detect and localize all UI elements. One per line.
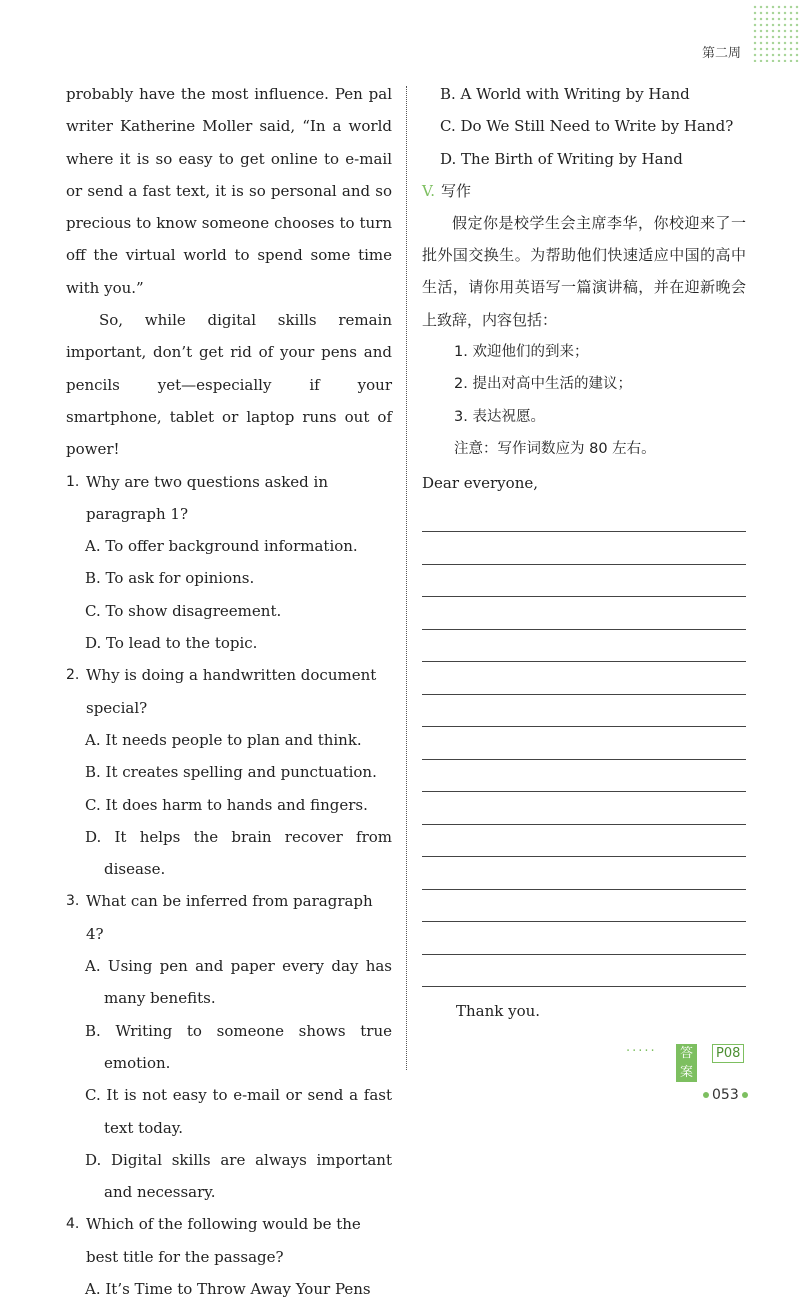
writing-line[interactable] [422,857,746,890]
answer-option: A. It needs people to plan and think. [85,730,362,749]
question-text: What can be inferred from paragraph 4? [86,892,373,943]
page-number-text: 053 [712,1087,739,1103]
question-text: Why are two questions asked in paragraph 1? [86,472,328,523]
question-stem [66,885,392,950]
question-4 [66,1208,392,1305]
page-dot-left [703,1092,709,1098]
letter-closing: Thank you. [456,1002,541,1021]
left-column [66,78,392,1305]
page-dot-right [742,1092,748,1098]
answer-option: D. To lead to the topic. [85,634,258,653]
question-text: Which of the following would be the best title for the passage? [86,1215,361,1266]
writing-line[interactable] [422,662,746,695]
question-text: Why is doing a handwritten document special? [86,666,377,717]
question-2 [66,659,392,885]
writing-line[interactable] [422,597,746,630]
answer-option: D. The Birth of Writing by Hand [440,149,683,168]
writing-line[interactable] [422,532,746,565]
writing-line[interactable] [422,890,746,923]
dot-leader: ····· [626,1044,657,1059]
question-3 [66,885,392,1208]
question-number: 1. [66,473,80,490]
writing-line[interactable] [422,500,746,533]
question-1 [66,466,392,660]
answer-option: A. To offer background information. [85,537,358,556]
question-stem [66,1208,392,1273]
answer-option: A. It’s Time to Throw Away Your Pens [85,1279,371,1298]
answer-option: B. To ask for opinions. [85,569,255,588]
passage-paragraph: So, while digital skills remain important, don’t get rid of your pens and pencils yet—especially if your smartphone, tablet or laptop runs out of power! [66,311,392,459]
page-number [700,1087,751,1103]
writing-line[interactable] [422,792,746,825]
answer-option: C. It does harm to hands and fingers. [85,795,368,814]
writing-section-heading [422,175,746,207]
writing-line[interactable] [422,565,746,598]
answer-option: D. Digital skills are always important and necessary. [85,1150,392,1202]
writing-requirement: 2. 提出对高中生活的建议； [454,376,632,393]
writing-line[interactable] [422,825,746,858]
answer-option: D. It helps the brain recover from disease. [85,827,392,879]
writing-line[interactable] [422,922,746,955]
right-column [422,78,746,1042]
answer-badge: 答案 [676,1044,697,1082]
question-number: 4. [66,1216,80,1233]
writing-prompt: 假定你是校学生会主席李华，你校迎来了一批外国交换生。为帮助他们快速适应中国的高中生活，请你用英语写一篇演讲稿，并在迎新晚会上致辞，内容包括： [422,213,746,329]
answer-option: C. To show disagreement. [85,601,282,620]
writing-line[interactable] [422,955,746,988]
letter-greeting: Dear everyone, [422,474,538,493]
answer-option: C. It is not easy to e-mail or send a fast text today. [85,1086,392,1137]
writing-line[interactable] [422,630,746,663]
question-stem [66,659,392,724]
passage-paragraph: probably have the most influence. Pen pal writer Katherine Moller said, “In a world where it is so easy to get online to e-mail or send a fast text, it is so personal and so precious to know someone chooses to turn off the virtual world to spend some time with you.” [66,85,392,297]
word-count-note: 注意：写作词数应为 80 左右。 [454,440,656,457]
writing-requirement: 1. 欢迎他们的到来； [454,344,589,361]
answer-option: B. It creates spelling and punctuation. [85,763,377,782]
week-label: 第二周 [702,46,742,61]
question-number: 2. [66,667,80,684]
answer-option: C. Do We Still Need to Write by Hand? [440,117,734,136]
writing-line[interactable] [422,695,746,728]
answer-option: A. Using pen and paper every day has many benefits. [85,957,392,1008]
decorative-dot-pattern [752,4,800,62]
question-number: 3. [66,893,80,910]
answer-option: B. A World with Writing by Hand [440,85,690,103]
answer-page: P08 [712,1044,744,1063]
writing-line[interactable] [422,760,746,793]
section-title: 写作 [440,181,471,200]
question-stem [66,466,392,531]
writing-lines[interactable] [422,500,746,988]
answer-option: B. Writing to someone shows true emotion. [85,1021,392,1072]
writing-requirement: 3. 表达祝愿。 [454,408,545,425]
column-divider [406,86,407,1070]
writing-line[interactable] [422,727,746,760]
section-number: V. [422,181,435,200]
